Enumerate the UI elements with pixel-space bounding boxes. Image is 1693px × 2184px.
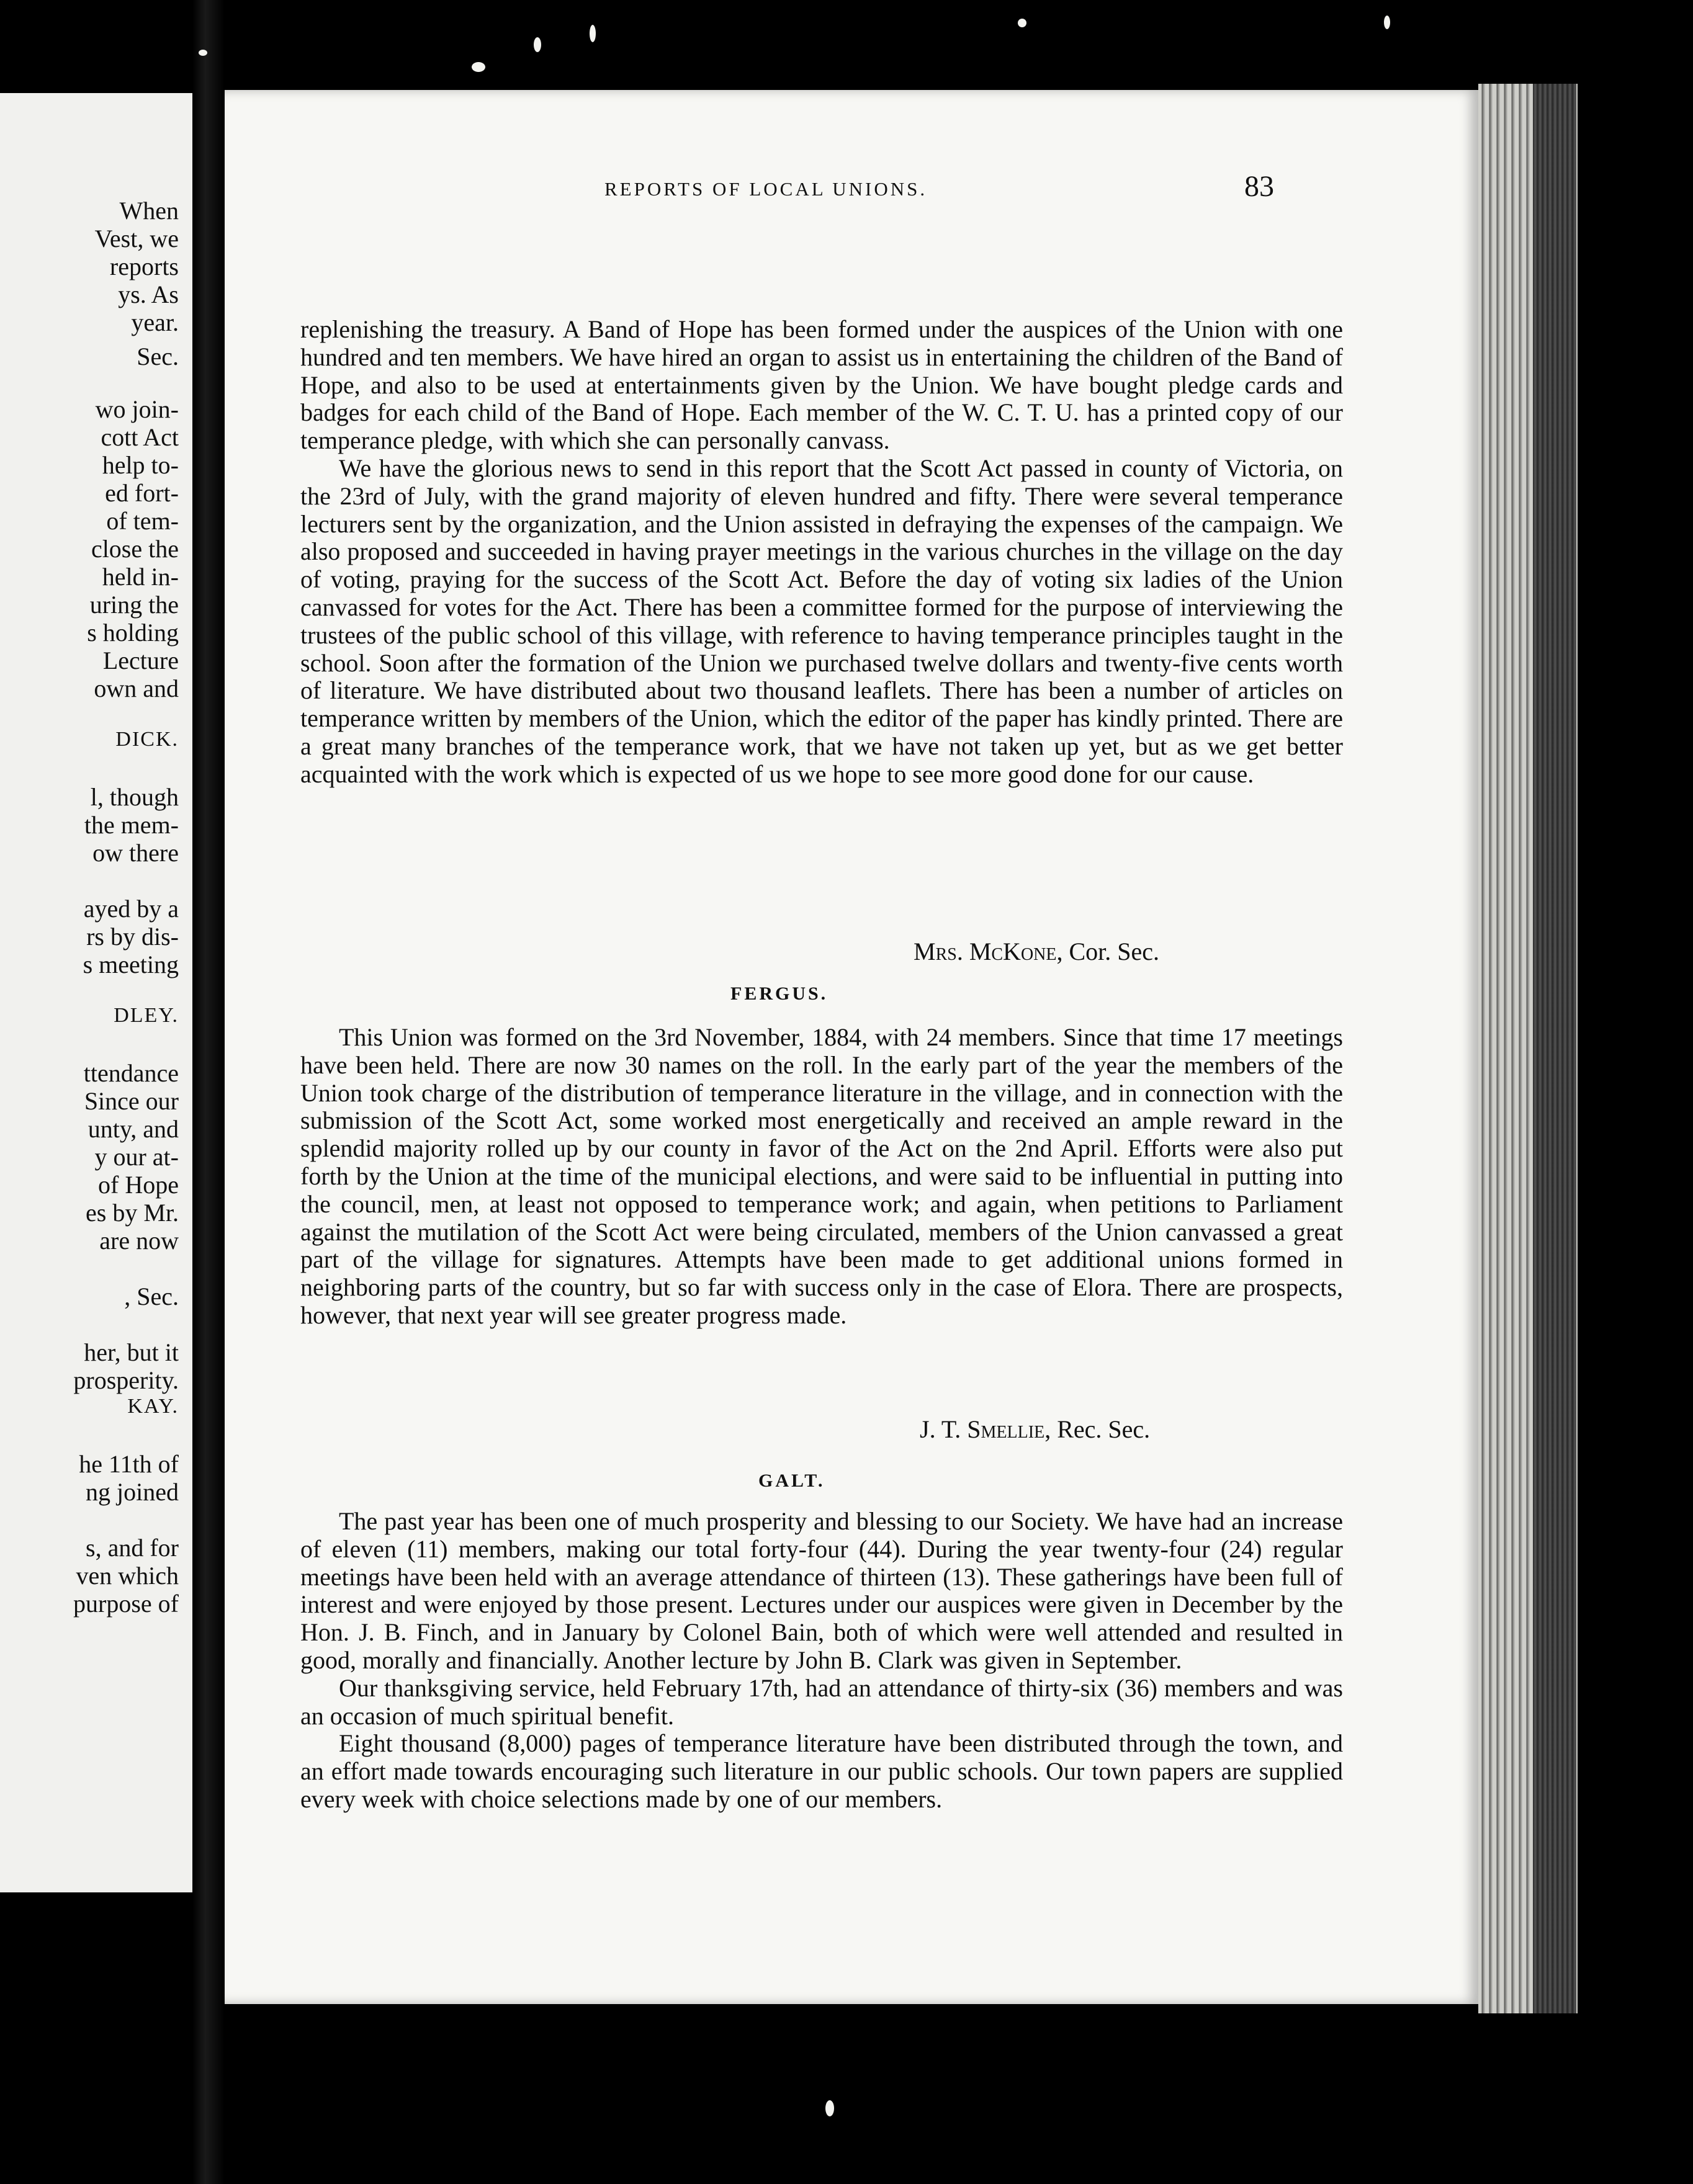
left-page-line: he 11th of — [79, 1450, 179, 1478]
paragraph: The past year has been one of much prosperity and blessing to our Society. We have had an increase of eleven (11) members, making our total forty-four (44). During the year twenty-four (24) regular meetings have been held with an average attendance of thirteen (13). These gatherings have been full of interest and were enjoyed by those present. Lectures under our auspices were given in December by the Hon. J. B. Finch, and in January by Colonel Bain, both of which were well attended and resulted in good, morally and financially. Another lecture by John B. Clark was given in September. — [300, 1507, 1343, 1674]
dust-speck — [1384, 16, 1390, 29]
left-page-line: s, and for — [86, 1534, 179, 1562]
left-page-line: ys. As — [118, 280, 179, 308]
paragraph: replenishing the treasury. A Band of Hope has been formed under the auspices of the Union with one hundred and ten members. We have hired an organ to assist us in entertaining the children of the Band of Hope, and also to be used at entertainments given by the Union. We have bought pledge cards and badges for each child of the Band of Hope. Each member of the W. C. T. U. has a printed copy of our temperance pledge, with which she can personally canvass. — [300, 315, 1343, 455]
paragraph: Eight thousand (8,000) pages of temperance literature have been distributed through the town, and an effort made towards encouraging such literature in our public schools. Our town papers are supplied every week with choice selections made by one of our members. — [300, 1729, 1343, 1813]
left-page-line: ng joined — [86, 1478, 179, 1506]
book-gutter — [192, 0, 225, 2184]
signature-title: , Cor. Sec. — [1056, 938, 1160, 965]
left-page-line: own and — [94, 674, 179, 702]
book-page — [225, 90, 1478, 2004]
left-page-line: the mem- — [84, 811, 179, 839]
left-page-line: es by Mr. — [86, 1199, 179, 1227]
paragraph: This Union was formed on the 3rd November, 1884, with 24 members. Since that time 17 meetings have been held. There are now 30 names on the roll. In the early part of the year the members of the Union took charge of the distribution of temperance literature in the village, and in connection with the submission of the Scott Act, some worked most energetically and received an ample reward in the splendid majority rolled up by our county in favor of the Act on the 2nd April. Efforts were also put forth by the Union at the time of the municipal elections, and were said to be influential in putting into the council, men, at least not opposed to temperance work; and again, when petitions to Parliament against the mutilation of the Scott Act were being circulated, members of the Union canvassed a great part of the village for signatures. Attempts have been made to get additional unions formed in neighboring parts of the country, but so far with success only in the case of Elora. There are prospects, however, that next year will see greater progress made. — [300, 1023, 1343, 1329]
dust-speck — [534, 37, 541, 52]
left-page-line: Lecture — [102, 647, 179, 674]
left-page-line: purpose of — [73, 1590, 179, 1618]
left-page-line: unty, and — [88, 1115, 179, 1143]
left-page-line: KAY. — [127, 1395, 179, 1418]
left-page-line: , Sec. — [124, 1282, 179, 1310]
signature — [914, 937, 1159, 966]
dust-speck — [825, 2100, 834, 2116]
section-heading-galt: GALT. — [758, 1470, 825, 1491]
left-page-line: prosperity. — [73, 1366, 179, 1394]
left-page-line: s holding — [87, 619, 179, 647]
left-page-line: Vest, we — [94, 225, 179, 253]
running-head: REPORTS OF LOCAL UNIONS. — [604, 178, 928, 200]
left-page-line: When — [119, 197, 179, 225]
left-page-line: close the — [91, 535, 179, 563]
left-page-line: wo join- — [95, 395, 179, 423]
left-page-line: year. — [131, 308, 179, 336]
left-page-line: ayed by a — [83, 895, 179, 923]
left-page-line: DICK. — [115, 728, 179, 751]
left-page-line: s meeting — [83, 951, 179, 978]
left-page-line: of Hope — [98, 1171, 179, 1199]
left-page-line: ven which — [76, 1562, 179, 1590]
left-page-line: reports — [109, 253, 179, 280]
section-fergus-body — [300, 1024, 1343, 1330]
left-page-line: Since our — [84, 1087, 179, 1115]
left-page-line: held in- — [102, 563, 179, 591]
signature — [920, 1415, 1150, 1444]
left-page-line: uring the — [89, 591, 179, 619]
book-spine-edge — [1533, 84, 1576, 2013]
left-page-line: her, but it — [84, 1338, 179, 1366]
left-page-line: help to- — [102, 451, 179, 479]
left-page-line: are now — [99, 1227, 179, 1255]
left-page-line: cott Act — [101, 423, 179, 451]
signature-name: J. T. Smellie — [920, 1415, 1045, 1443]
dust-speck — [472, 62, 485, 72]
paragraph: Our thanksgiving service, held February 17th, had an attendance of thirty-six (36) members and was an occasion of much spiritual benefit. — [300, 1673, 1343, 1730]
dust-speck — [1018, 19, 1026, 27]
left-page-line: ed fort- — [105, 479, 179, 507]
dust-speck — [199, 50, 207, 56]
signature-name: Mrs. McKone — [914, 938, 1057, 965]
left-page-line: l, though — [90, 783, 179, 811]
paragraph: We have the glorious news to send in this report that the Scott Act passed in county of Victoria, on the 23rd of July, with the grand majority of eleven hundred and fifty. There were several temperance lecturers sent by the organization, and the Union assisted in defraying the expenses of the campaign. We also proposed and succeeded in having prayer meetings in the various churches in the village on the day of voting, praying for the success of the Scott Act. Before the day of voting six ladies of the Union canvassed for votes for the Act. There has been a committee formed for the purpose of interviewing the trustees of the public school of this village, with reference to having temperance principles taught in the school. Soon after the formation of the Union we purchased twelve dollars and twenty-five cents worth of literature. We have distributed about two thousand leaflets. There has been a number of articles on temperance written by members of the Union, which the editor of the paper has kindly printed. There are a great many branches of the temperance work, that we have not taken up yet, but as we get better acquainted with the work which is expected of us we hope to see more good done for our cause. — [300, 454, 1343, 788]
section-galt-body — [300, 1508, 1343, 1814]
left-page-line: DLEY. — [114, 1004, 179, 1027]
page-number: 83 — [1244, 170, 1274, 203]
left-page-line: ttendance — [83, 1059, 179, 1087]
left-facing-page — [0, 93, 192, 1892]
dust-speck — [590, 25, 596, 42]
left-page-line: ow there — [92, 839, 179, 867]
left-page-line: of tem- — [106, 507, 179, 535]
signature-title: , Rec. Sec. — [1044, 1415, 1151, 1443]
left-page-line: Sec. — [137, 342, 179, 370]
left-page-line: y our at- — [94, 1143, 179, 1171]
left-page-line: rs by dis- — [86, 923, 179, 951]
section-continuation-body — [300, 316, 1343, 789]
section-heading-fergus: FERGUS. — [730, 983, 829, 1004]
